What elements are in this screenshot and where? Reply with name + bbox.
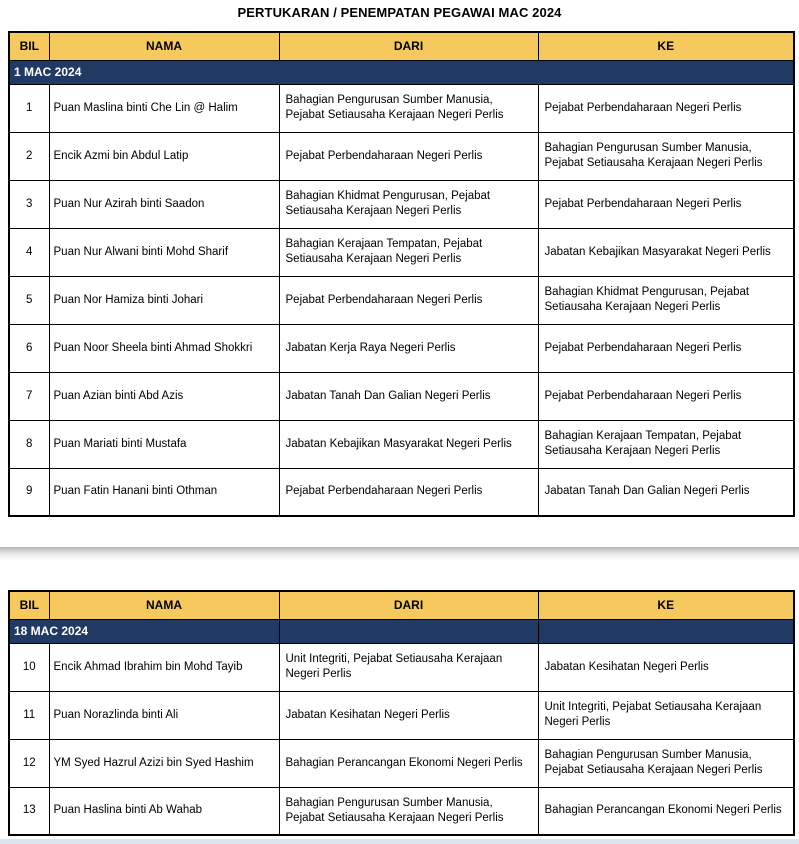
cell-ke: Jabatan Kebajikan Masyarakat Negeri Perlis xyxy=(538,228,794,276)
cell-ke: Bahagian Perancangan Ekonomi Negeri Perlis xyxy=(538,787,794,835)
table-row xyxy=(9,643,794,691)
table-row xyxy=(9,324,794,372)
table-row xyxy=(9,372,794,420)
page-title: PERTUKARAN / PENEMPATAN PEGAWAI MAC 2024 xyxy=(237,5,562,20)
column-header-ke: KE xyxy=(538,32,794,60)
table-row xyxy=(9,420,794,468)
column-header-bil: BIL xyxy=(9,591,49,619)
cell-ke: Pejabat Perbendaharaan Negeri Perlis xyxy=(538,84,794,132)
cell-nama: Puan Noor Sheela binti Ahmad Shokkri xyxy=(49,324,279,372)
section-empty-cell xyxy=(279,619,538,643)
cell-dari: Jabatan Kesihatan Negeri Perlis xyxy=(279,691,538,739)
cell-bil: 11 xyxy=(9,691,49,739)
cell-bil: 3 xyxy=(9,180,49,228)
table-row xyxy=(9,180,794,228)
page-break-divider xyxy=(0,547,799,560)
cell-dari: Bahagian Khidmat Pengurusan, Pejabat Setiausaha Kerajaan Negeri Perlis xyxy=(279,180,538,228)
cell-ke: Jabatan Kesihatan Negeri Perlis xyxy=(538,643,794,691)
cell-nama: Puan Nur Azirah binti Saadon xyxy=(49,180,279,228)
cell-nama: Puan Maslina binti Che Lin @ Halim xyxy=(49,84,279,132)
cell-nama: Encik Ahmad Ibrahim bin Mohd Tayib xyxy=(49,643,279,691)
cell-bil: 13 xyxy=(9,787,49,835)
cell-nama: Puan Nur Alwani binti Mohd Sharif xyxy=(49,228,279,276)
cell-bil: 8 xyxy=(9,420,49,468)
cell-bil: 10 xyxy=(9,643,49,691)
cell-dari: Pejabat Perbendaharaan Negeri Perlis xyxy=(279,132,538,180)
table-row xyxy=(9,276,794,324)
cell-dari: Jabatan Kebajikan Masyarakat Negeri Perlis xyxy=(279,420,538,468)
cell-ke: Jabatan Tanah Dan Galian Negeri Perlis xyxy=(538,468,794,516)
column-header-bil: BIL xyxy=(9,32,49,60)
table-row xyxy=(9,228,794,276)
transfer-table-1-mac xyxy=(8,31,795,517)
cell-dari: Bahagian Perancangan Ekonomi Negeri Perlis xyxy=(279,739,538,787)
cell-dari: Unit Integriti, Pejabat Setiausaha Kerajaan Negeri Perlis xyxy=(279,643,538,691)
cell-ke: Bahagian Pengurusan Sumber Manusia, Pejabat Setiausaha Kerajaan Negeri Perlis xyxy=(538,132,794,180)
cell-dari: Jabatan Tanah Dan Galian Negeri Perlis xyxy=(279,372,538,420)
cell-nama: Puan Haslina binti Ab Wahab xyxy=(49,787,279,835)
table-row xyxy=(9,468,794,516)
table-row xyxy=(9,132,794,180)
cell-bil: 9 xyxy=(9,468,49,516)
cell-nama: Encik Azmi bin Abdul Latip xyxy=(49,132,279,180)
cell-dari: Bahagian Kerajaan Tempatan, Pejabat Setiausaha Kerajaan Negeri Perlis xyxy=(279,228,538,276)
cell-bil: 2 xyxy=(9,132,49,180)
table-row xyxy=(9,787,794,835)
cell-ke: Pejabat Perbendaharaan Negeri Perlis xyxy=(538,180,794,228)
cell-ke: Pejabat Perbendaharaan Negeri Perlis xyxy=(538,372,794,420)
cell-nama: Puan Azian binti Abd Azis xyxy=(49,372,279,420)
cell-bil: 5 xyxy=(9,276,49,324)
window-bottom-strip xyxy=(0,839,799,844)
table-row xyxy=(9,84,794,132)
cell-nama: Puan Fatin Hanani binti Othman xyxy=(49,468,279,516)
cell-nama: Puan Norazlinda binti Ali xyxy=(49,691,279,739)
cell-dari: Pejabat Perbendaharaan Negeri Perlis xyxy=(279,276,538,324)
cell-dari: Jabatan Kerja Raya Negeri Perlis xyxy=(279,324,538,372)
cell-ke: Unit Integriti, Pejabat Setiausaha Kerajaan Negeri Perlis xyxy=(538,691,794,739)
table-row xyxy=(9,739,794,787)
column-header-ke: KE xyxy=(538,591,794,619)
column-header-dari: DARI xyxy=(279,32,538,60)
cell-nama: Puan Mariati binti Mustafa xyxy=(49,420,279,468)
cell-dari: Bahagian Pengurusan Sumber Manusia, Pejabat Setiausaha Kerajaan Negeri Perlis xyxy=(279,84,538,132)
cell-bil: 7 xyxy=(9,372,49,420)
cell-nama: YM Syed Hazrul Azizi bin Syed Hashim xyxy=(49,739,279,787)
cell-bil: 4 xyxy=(9,228,49,276)
cell-ke: Bahagian Pengurusan Sumber Manusia, Pejabat Setiausaha Kerajaan Negeri Perlis xyxy=(538,739,794,787)
column-header-nama: NAMA xyxy=(49,591,279,619)
transfer-table-18-mac xyxy=(8,590,795,836)
column-header-nama: NAMA xyxy=(49,32,279,60)
table-header-row xyxy=(9,591,794,619)
table-header-row xyxy=(9,32,794,60)
cell-dari: Bahagian Pengurusan Sumber Manusia, Pejabat Setiausaha Kerajaan Negeri Perlis xyxy=(279,787,538,835)
table-row xyxy=(9,691,794,739)
cell-ke: Bahagian Khidmat Pengurusan, Pejabat Setiausaha Kerajaan Negeri Perlis xyxy=(538,276,794,324)
cell-nama: Puan Nor Hamiza binti Johari xyxy=(49,276,279,324)
column-header-dari: DARI xyxy=(279,591,538,619)
section-date-label: 18 MAC 2024 xyxy=(9,619,279,643)
cell-ke: Bahagian Kerajaan Tempatan, Pejabat Setiausaha Kerajaan Negeri Perlis xyxy=(538,420,794,468)
section-date-label: 1 MAC 2024 xyxy=(9,60,794,84)
cell-bil: 12 xyxy=(9,739,49,787)
cell-dari: Pejabat Perbendaharaan Negeri Perlis xyxy=(279,468,538,516)
cell-bil: 6 xyxy=(9,324,49,372)
section-date-row xyxy=(9,60,794,84)
section-date-row xyxy=(9,619,794,643)
cell-ke: Pejabat Perbendaharaan Negeri Perlis xyxy=(538,324,794,372)
cell-bil: 1 xyxy=(9,84,49,132)
section-empty-cell xyxy=(538,619,794,643)
